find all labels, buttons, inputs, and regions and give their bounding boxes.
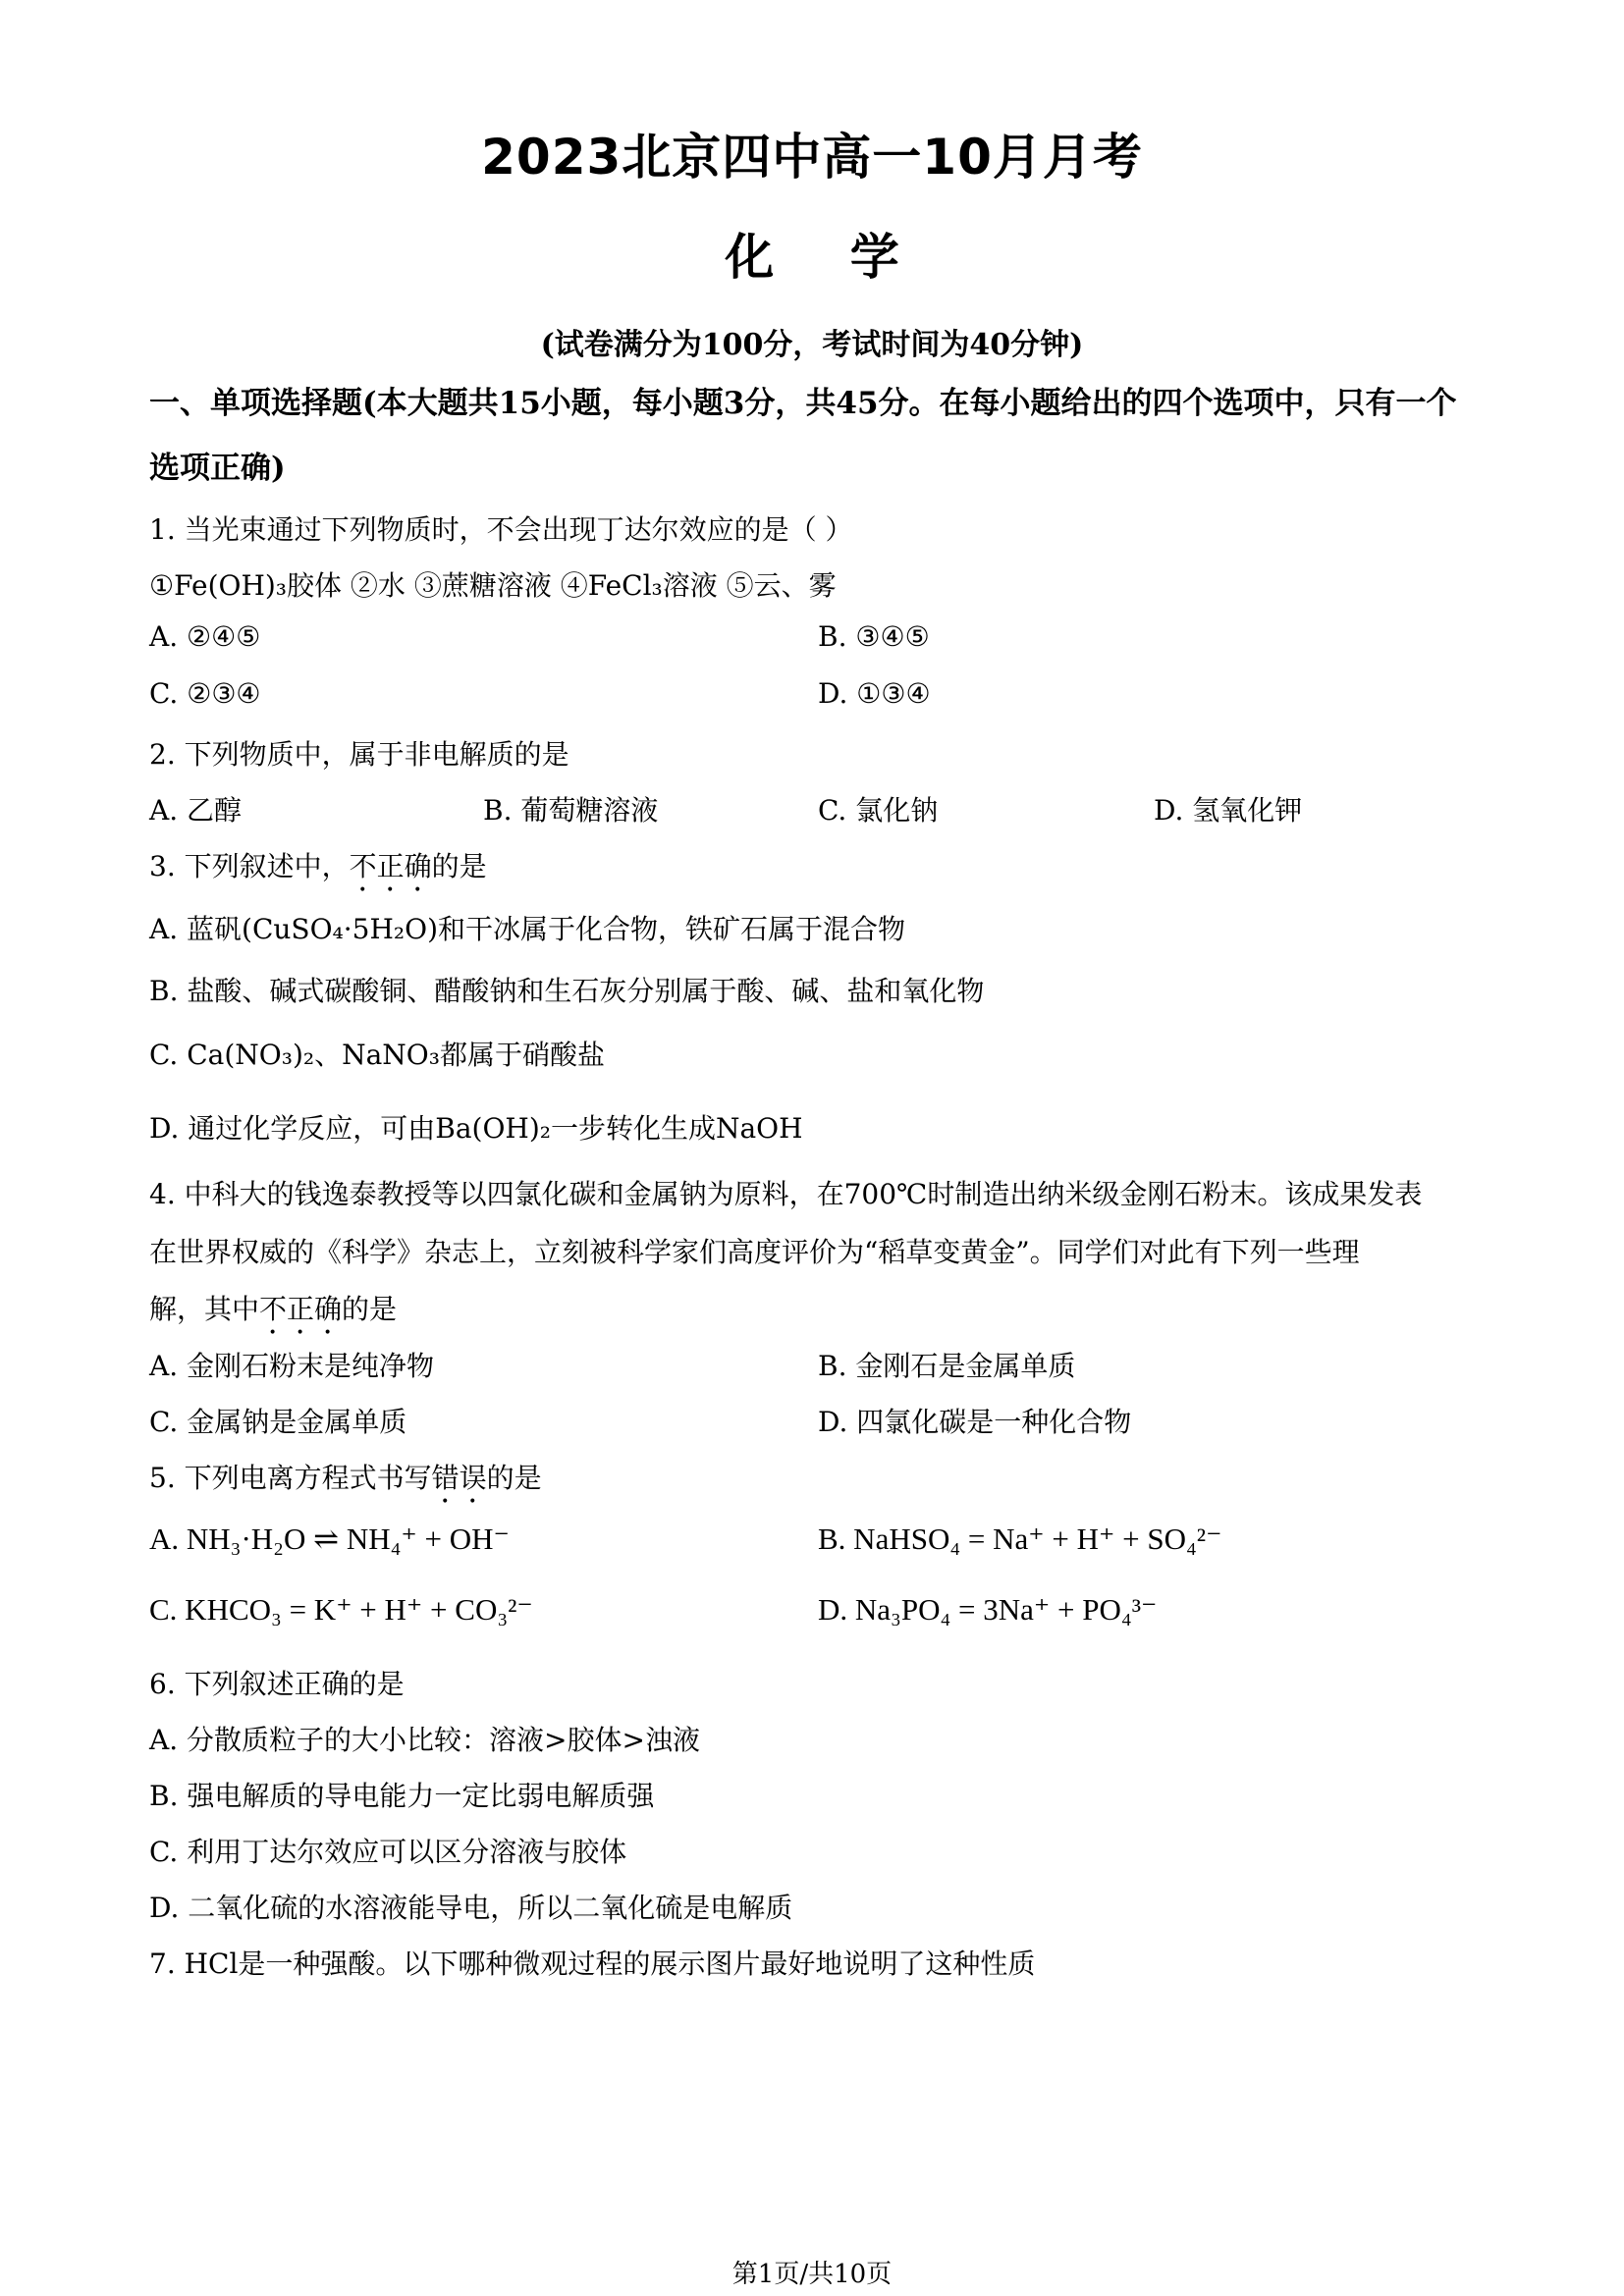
q2-option-b: B. 葡萄糖溶液: [483, 794, 659, 827]
q6-option-c: C. 利用丁达尔效应可以区分溶液与胶体: [149, 1836, 627, 1868]
q5-option-b: B. NaHSO₄ = Na⁺ + H⁺ + SO₄²⁻: [818, 1522, 1222, 1556]
q6-option-b: B. 强电解质的导电能力一定比弱电解质强: [149, 1780, 655, 1812]
q2-option-c: C. 氯化钠: [818, 794, 939, 827]
q2-option-d: D. 氢氧化钾: [1154, 794, 1303, 827]
q4-stem-pre: 解，其中: [149, 1293, 260, 1325]
q4-option-c: C. 金属钠是金属单质: [149, 1406, 407, 1438]
q1-option-a: A. ②④⑤: [149, 620, 261, 653]
q4-stem-post: 的是: [342, 1293, 398, 1325]
q7-stem: 7. HCl是一种强酸。以下哪种微观过程的展示图片最好地说明了这种性质: [149, 1948, 1036, 1980]
q1-option-b: B. ③④⑤: [818, 620, 930, 653]
q4-stem-emphasis: 不正确: [259, 1293, 343, 1325]
q6-option-a: A. 分散质粒子的大小比较：溶液>胶体>浊液: [149, 1724, 700, 1756]
q4-stem-line3: [149, 1288, 397, 1341]
q3-stem: [149, 845, 487, 898]
q4-stem-line1: 4. 中科大的钱逸泰教授等以四氯化碳和金属钠为原料，在700℃时制造出纳米级金刚石粉末。该成果发表: [149, 1178, 1423, 1210]
q5-option-a: A. NH₃·H₂O ⇌ NH₄⁺ + OH⁻: [149, 1522, 510, 1556]
q3-stem-post: 的是: [431, 850, 487, 882]
q3-option-b: B. 盐酸、碱式碳酸铜、醋酸钠和生石灰分别属于酸、碱、盐和氧化物: [149, 975, 985, 1007]
exam-subject: 化 学: [725, 229, 899, 286]
q4-option-d: D. 四氯化碳是一种化合物: [818, 1406, 1132, 1438]
page-number: 第1页/共10页: [731, 2260, 893, 2289]
q1-option-c: C. ②③④: [149, 677, 261, 710]
q5-stem-post: 的是: [486, 1462, 542, 1494]
q3-option-c: C. Ca(NO₃)₂、NaNO₃都属于硝酸盐: [149, 1039, 605, 1071]
q5-stem: [149, 1457, 542, 1510]
q5-stem-pre: 5. 下列电离方程式书写: [149, 1462, 432, 1494]
q6-option-d: D. 二氧化硫的水溶液能导电，所以二氧化硫是电解质: [149, 1892, 793, 1924]
q5-stem-emphasis: 错误: [431, 1462, 487, 1494]
q1-option-d: D. ①③④: [818, 677, 931, 710]
exam-title: 2023北京四中高一10月月考: [481, 129, 1143, 186]
q4-option-b: B. 金刚石是金属单质: [818, 1350, 1076, 1382]
q2-stem: 2. 下列物质中，属于非电解质的是: [149, 738, 569, 771]
q6-stem: 6. 下列叙述正确的是: [149, 1668, 405, 1700]
exam-note: (试卷满分为100分，考试时间为40分钟): [540, 328, 1084, 362]
q3-option-a: A. 蓝矾(CuSO₄·5H₂O)和干冰属于化合物，铁矿石属于混合物: [149, 913, 906, 945]
section-heading: 一、单项选择题(本大题共15小题，每小题3分，共45分。在每小题给出的四个选项中，只有一个选项正确): [149, 386, 1457, 486]
q1-items: ①Fe(OH)₃胶体 ②水 ③蔗糖溶液 ④FeCl₃溶液 ⑤云、雾: [149, 569, 837, 602]
q3-option-d: D. 通过化学反应，可由Ba(OH)₂一步转化生成NaOH: [149, 1112, 803, 1145]
q4-stem-line2: 在世界权威的《科学》杂志上，立刻被科学家们高度评价为“稻草变黄金”。同学们对此有下列一些理: [149, 1236, 1360, 1268]
q5-option-d: D. Na₃PO₄ = 3Na⁺ + PO₄³⁻: [818, 1592, 1158, 1627]
q4-option-a: A. 金刚石粉末是纯净物: [149, 1350, 435, 1382]
q3-stem-emphasis: 不正确: [349, 850, 432, 882]
q3-stem-pre: 3. 下列叙述中，: [149, 850, 350, 882]
q5-option-c: C. KHCO₃ = K⁺ + H⁺ + CO₃²⁻: [149, 1592, 533, 1627]
q2-option-a: A. 乙醇: [149, 794, 243, 827]
q1-stem: 1. 当光束通过下列物质时，不会出现丁达尔效应的是（ ）: [149, 513, 853, 546]
